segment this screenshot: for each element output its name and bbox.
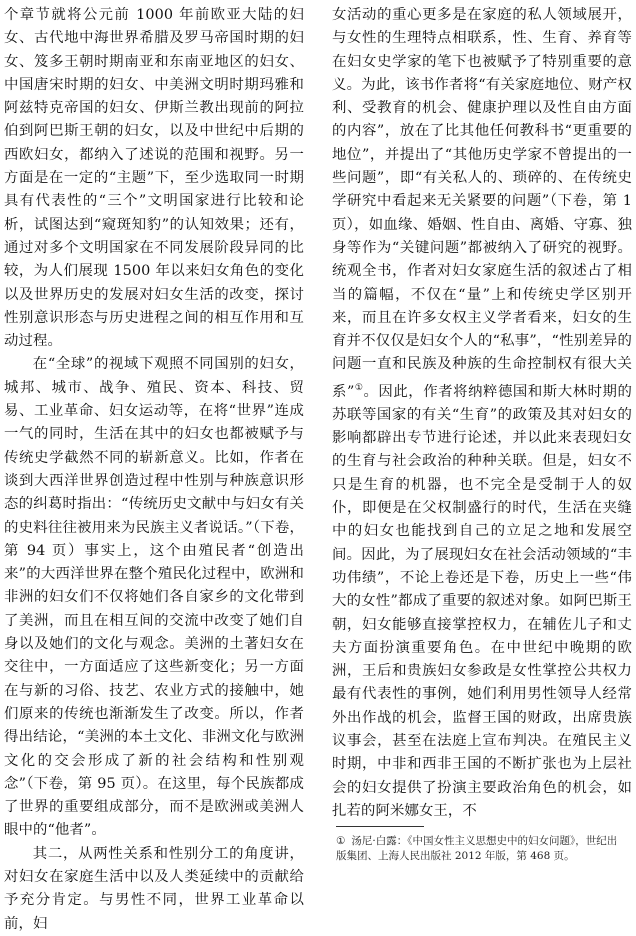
paragraph: 个章节就将公元前 1000 年前欧亚大陆的妇女、古代地中海世界希腊及罗马帝国时期的妇女、笈多王朝时期南亚和东南亚地区的妇女、中国唐宋时期的妇女、中美洲文明时期玛雅和阿兹特克帝国的妇女、伊斯兰教出现前的阿拉伯到阿巴斯王朝的妇女，以及中世纪中后期的西欧妇女，都纳入了述说的范围和视野。另一方面是在一定的“主题”下，至少选取同一时期具有代表性的“三个”文明国家进行比较和论析，试图达到“窥斑知豹”的认知效果；还有，通过对多个文明国家在不同发展阶段异同的比较，为人们展现 1500 年以来妇女角色的变化以及世界历史的发展对妇女生活的改变，探讨性别意识形态与历史进程之间的相互作用和互动过程。 [4, 7, 304, 350]
paragraph: 其二，从两性关系和性别分工的角度讲，对妇女在家庭生活中以及人类延续中的贡献给予充分肯定。与男性不同，世界工业革命以前，妇 [4, 845, 304, 932]
footnote-divider [336, 826, 424, 827]
paragraph: 在“全球”的视域下观照不同国别的妇女，城邦、城市、战争、殖民、资本、科技、贸易、工业革命、妇女运动等，在将“世界”连成一气的同时，生活在其中的妇女也都被赋予与传统史学截然不同的崭新意义。比如，作者在谈到大西洋世界创造过程中性别与种族意识形态的纠葛时指出：“传统历史文献中与妇女有关的史料往往被用来为民族主义者说话。”（下卷，第 94 页）事实上，这个由殖民者“创造出来”的大西洋世界在整个殖民化过程中，欧洲和非洲的妇女们不仅将她们各自家乡的文化带到了美洲，而且在相互间的交流中改变了她们自身以及她们的文化与观念。美洲的土著妇女在交往中，一方面适应了这些新变化；另一方面在与新的习俗、技艺、农业方式的接触中，她们原来的传统也渐渐发生了改变。所以，作者得出结论，“美洲的本土文化、非洲文化与欧洲文化的交会形成了新的社会结构和性别观念”（下卷，第 95 页）。在这里，每个民族都成了世界的重要组成部分，而不是欧洲或美洲人眼中的“他者”。 [4, 356, 304, 839]
paragraph-text: 女活动的重心更多是在家庭的私人领域展开，与女性的生理特点相联系，性、生育、养育等在妇女史学家的笔下也被赋予了特别重要的意义。为此，该书作者将“有关家庭地位、财产权利、受教育的机会、健康护理以及性自由方面的内容”，放在了比其他任何教科书“更重要的地位”，并提出了“其他历史学家不曾提出的一些问题”，即“有关私人的、琐碎的、在传统史学研究中看起来无关紧要的问题”（下卷，第 1 页），如血缘、婚姻、性自由、离婚、守寡、独身等作为“关键问题”都被纳入了研究的视野。统观全书，作者对妇女家庭生活的叙述占了相当的篇幅，不仅在“量”上和传统史学区别开来，而且在许多女权主义学者看来，妇女的生育并不仅仅是妇女个人的“私事”，“性别差异的问题一直和民族及种族的生命控制权有很大关系” [332, 7, 632, 400]
left-column [4, 4, 304, 936]
footnote-text: 汤尼·白露：《中国女性主义思想史中的妇女问题》，世纪出版集团、上海人民出版社 2012 年版，第 468 页。 [336, 835, 618, 862]
paragraph-text: 。因此，作者将纳粹德国和斯大林时期的苏联等国家的有关“生育”的政策及其对妇女的影响都辟出专节进行论述，并以此来表现妇女的生育与社会政治的种种关联。但是，妇女不只是生育的机器，也不完全是受制于人的奴仆，即便是在父权制盛行的时代，生活在夹缝中的妇女也能找到自己的立足之地和发展空间。因此，为了展现妇女在社会活动领域的“丰功伟绩”，不论上卷还是下卷，历史上一些“伟大的女性”都成了重要的叙述对象。如阿巴斯王朝，妇女能够直接掌控权力，在辅佐儿子和丈夫方面扮演重要角色。在中世纪中晚期的欧洲，王后和贵族妇女参政是女性掌控公共权力最有代表性的事例，她们利用男性领导人经常外出作战的机会，监督王国的财政，出席贵族议事会，甚至在法庭上宣布判决。在殖民主义时期，中非和西非王国的不断扩张也为上层社会的妇女提供了扮演主要政治角色的机会，如扎若的阿米娜女王，不 [332, 383, 632, 819]
paragraph [332, 4, 632, 823]
footnote-mark: ① [336, 835, 346, 847]
right-column [332, 4, 632, 823]
footnote-reference[interactable]: ① [354, 382, 364, 393]
footnote [336, 834, 626, 864]
